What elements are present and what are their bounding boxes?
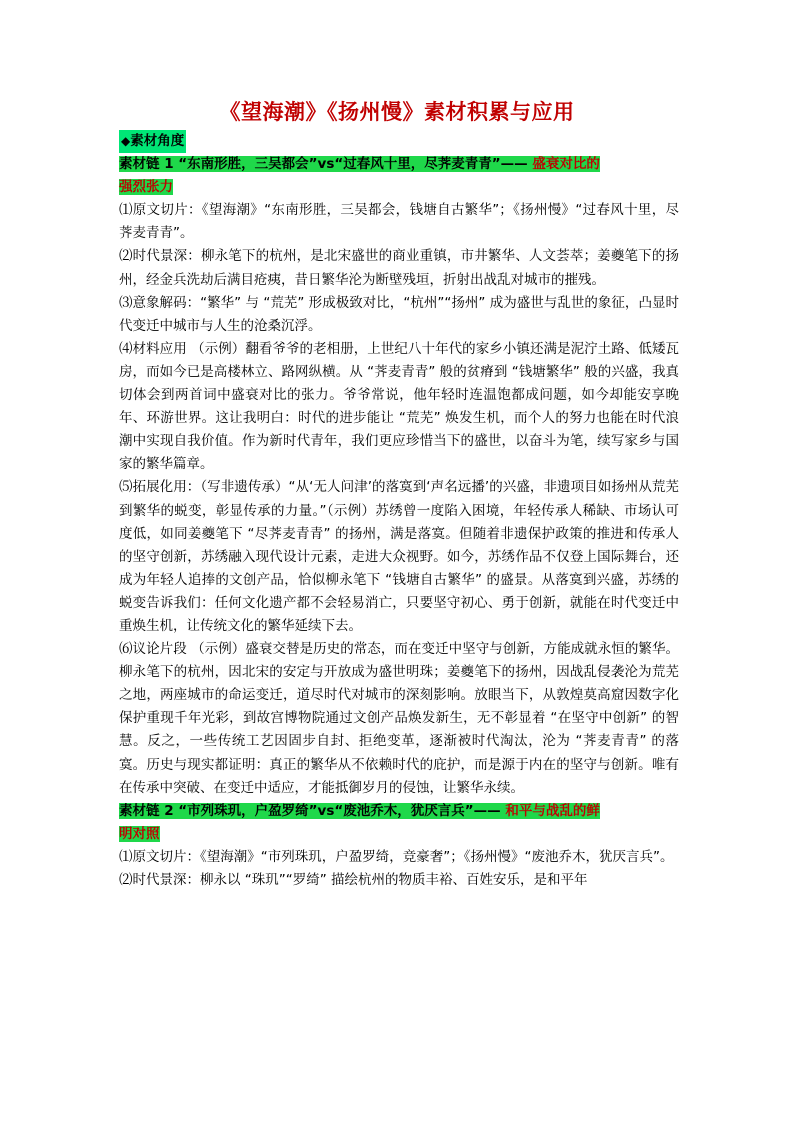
page-title: 《望海潮》《扬州慢》素材积累与应用 [219, 99, 575, 124]
paragraph: ⑴原文切片：《望海潮》“东南形胜，三吴都会，钱塘自古繁华”；《扬州慢》“过春风十里，尽荠麦青青”。 [119, 202, 679, 242]
section-label: 素材角度 [130, 133, 185, 149]
material-link-1-heading [119, 153, 679, 199]
link-2-title: “市列珠玑，户盈罗绮”vs“废池乔木，犹厌言兵”—— [178, 802, 501, 819]
link-1-prefix: 素材链 1 [119, 156, 174, 173]
paragraph: ⑶意象解码：“繁华” 与 “荒芜” 形成极致对比，“杭州”“扬州” 成为盛世与乱世的象征，凸显时代变迁中城市与人生的沧桑沉浮。 [119, 294, 679, 334]
paragraph: ⑸拓展化用：（写非遗传承）“从‘无人问津’的落寞到‘声名远播’的兴盛，非遗项目如扬州从荒芜到繁华的蜕变，彰显传承的力量。”（示例）苏绣曾一度陷入困境，年轻传承人稀缺、市场认可度低，如同姜夔笔下 “尽荠麦青青” 的扬州，满是落寞。但随着非遗保护政策的推进和传承人的坚守创新，苏绣融入现代设计元素，走进大众视野。如今，苏绣作品不仅登上国际舞台，还成为年轻人追捧的文创产品，恰似柳永笔下 “钱塘自古繁华” 的盛景。从落寞到兴盛，苏绣的蜕变告诉我们：任何文化遗产都不会轻易消亡，只要坚守初心、勇于创新，就能在时代变迁中重焕生机，让传统文化的繁华延续下去。 [119, 479, 679, 634]
paragraph: ⑴原文切片：《望海潮》“市列珠玑，户盈罗绮，竞豪奢”；《扬州慢》“废池乔木，犹厌言兵”。 [119, 848, 674, 865]
link-1-tail: 盛衰对比的 [532, 156, 600, 173]
section-heading [119, 130, 679, 153]
diamond-icon: ◆ [121, 134, 131, 148]
material-link-2-heading [119, 800, 679, 846]
document-body [119, 130, 679, 892]
link-2-prefix: 素材链 2 [119, 802, 174, 819]
paragraph: ⑵时代景深：柳永以 “珠玑”“罗绮” 描绘杭州的物质丰裕、百姓安乐，是和平年 [119, 872, 588, 888]
link-2-line2: 明对照 [119, 825, 160, 842]
paragraph: ⑹议论片段 （示例）盛衰交替是历史的常态，而在变迁中坚守与创新，方能成就永恒的繁华。柳永笔下的杭州，因北宋的安定与开放成为盛世明珠；姜夔笔下的扬州，因战乱侵袭沦为荒芜之地，两座城市的命运变迁，道尽时代对城市的深刻影响。放眼当下，从敦煌莫高窟因数字化保护重现千年光彩，到故宫博物院通过文创产品焕发新生，无不彰显着 “在坚守中创新” 的智慧。反之，一些传统工艺因固步自封、拒绝变革，逐渐被时代淘汰，沦为 “荠麦青青” 的落寞。历史与现实都证明：真正的繁华从不依赖时代的庇护，而是源于内在的坚守与创新。唯有在传承中突破、在变迁中适应，才能抵御岁月的侵蚀，让繁华永续。 [119, 641, 679, 796]
link-2-tail: 和平与战乱的鲜 [505, 802, 600, 819]
link-1-title: “东南形胜，三吴都会”vs“过春风十里，尽荠麦青青”—— [178, 156, 528, 173]
paragraph: ⑷材料应用 （示例）翻看爷爷的老相册，上世纪八十年代的家乡小镇还满是泥泞土路、低矮瓦房，而如今已是高楼林立、路网纵横。从 “荠麦青青” 般的贫瘠到 “钱塘繁华” 般的兴盛，我真切体会到两首词中盛衰对比的张力。爷爷常说，他年轻时连温饱都成问题，如今却能安享晚年、环游世界。这让我明白：时代的进步能让 “荒芜” 焕发生机，而个人的努力也能在时代浪潮中实现自我价值。作为新时代青年，我们更应珍惜当下的盛世，以奋斗为笔，续写家乡与国家的繁华篇章。 [119, 340, 679, 473]
paragraph: ⑵时代景深：柳永笔下的杭州，是北宋盛世的商业重镇，市井繁华、人文荟萃；姜夔笔下的扬州，经金兵洗劫后满目疮痍，昔日繁华沦为断壁残垣，折射出战乱对城市的摧残。 [119, 248, 679, 288]
link-1-line2: 强烈张力 [119, 179, 173, 196]
